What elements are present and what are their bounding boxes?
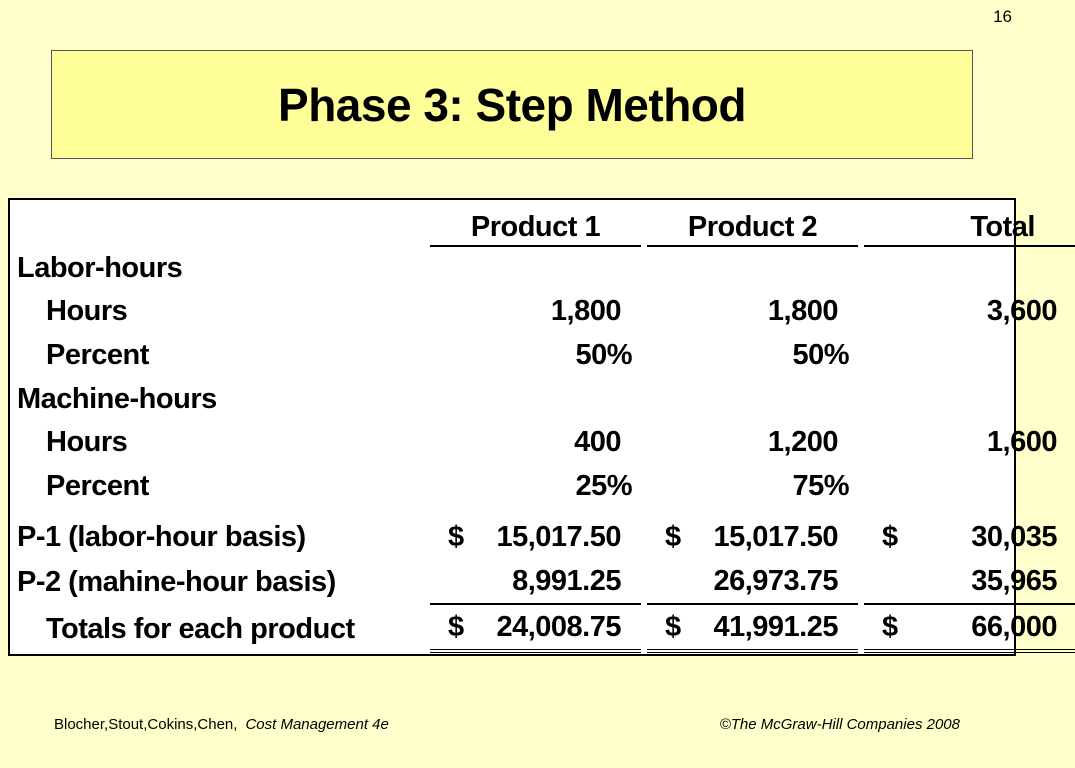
- p1-label: P-1 (labor-hour basis): [17, 521, 306, 554]
- header-total: Total: [864, 200, 1075, 247]
- allocation-table-box: [8, 198, 1057, 656]
- machine-hours-product-2: 1,200: [767, 426, 838, 459]
- p1-product-2: [647, 508, 858, 560]
- footer-book-title: Cost Management 4e: [245, 716, 389, 733]
- totals-total-value: 66,000: [971, 610, 1057, 643]
- footer-copyright: ©The McGraw-Hill Companies 2008: [719, 716, 960, 733]
- p1-product-2-value: 15,017.50: [713, 521, 838, 554]
- currency-symbol: $: [665, 521, 681, 554]
- machine-percent-label: Percent: [46, 469, 149, 502]
- machine-hours-heading: Machine-hours: [17, 382, 217, 415]
- table-row: [10, 290, 1075, 334]
- totals-product-2-value: 41,991.25: [713, 610, 838, 643]
- currency-symbol: $: [448, 521, 464, 554]
- allocation-table: [10, 200, 1075, 653]
- labor-hours-product-1: 1,800: [550, 295, 621, 328]
- currency-symbol: $: [882, 610, 898, 643]
- p1-total: [864, 508, 1075, 560]
- labor-hours-total: 3,600: [986, 295, 1057, 328]
- p2-label: P-2 (mahine-hour basis): [17, 566, 336, 599]
- table-row: [10, 377, 1075, 421]
- totals-product-1: [430, 605, 641, 653]
- table-row: [10, 465, 1075, 509]
- table-row: [10, 421, 1075, 465]
- totals-label: Totals for each product: [46, 612, 355, 645]
- p1-product-1: [430, 508, 641, 560]
- machine-percent-product-1: 25%: [575, 469, 632, 502]
- table-row: [10, 334, 1075, 378]
- labor-percent-product-2: 50%: [792, 339, 849, 372]
- labor-percent-product-1: 50%: [575, 339, 632, 372]
- header-product-1: Product 1: [430, 200, 641, 247]
- totals-product-1-value: 24,008.75: [496, 610, 621, 643]
- footer-citation: [54, 716, 389, 733]
- currency-symbol: $: [448, 610, 464, 643]
- totals-row: [10, 605, 1075, 653]
- machine-percent-product-2: 75%: [792, 469, 849, 502]
- labor-hours-product-2: 1,800: [767, 295, 838, 328]
- machine-hours-label: Hours: [46, 426, 128, 459]
- labor-hours-heading: Labor-hours: [17, 251, 183, 284]
- p1-total-value: 30,035: [971, 521, 1057, 554]
- p2-total: 35,965: [864, 560, 1075, 606]
- table-row: [10, 560, 1075, 606]
- labor-hours-label: Hours: [46, 295, 128, 328]
- header-product-2: Product 2: [647, 200, 858, 247]
- header-row: [10, 200, 1075, 247]
- table-row: [10, 247, 1075, 291]
- p1-product-1-value: 15,017.50: [496, 521, 621, 554]
- totals-total: [864, 605, 1075, 653]
- p2-product-2: 26,973.75: [647, 560, 858, 606]
- title-box: [51, 50, 973, 159]
- machine-hours-total: 1,600: [986, 426, 1057, 459]
- slide-title: Phase 3: Step Method: [278, 78, 746, 131]
- currency-symbol: $: [665, 610, 681, 643]
- table-row: [10, 508, 1075, 560]
- machine-hours-product-1: 400: [574, 426, 621, 459]
- currency-symbol: $: [882, 521, 898, 554]
- totals-product-2: [647, 605, 858, 653]
- p2-product-1: 8,991.25: [430, 560, 641, 606]
- slide-number: 16: [993, 7, 1012, 26]
- footer-authors: Blocher,Stout,Cokins,Chen,: [54, 716, 238, 733]
- labor-percent-label: Percent: [46, 339, 149, 372]
